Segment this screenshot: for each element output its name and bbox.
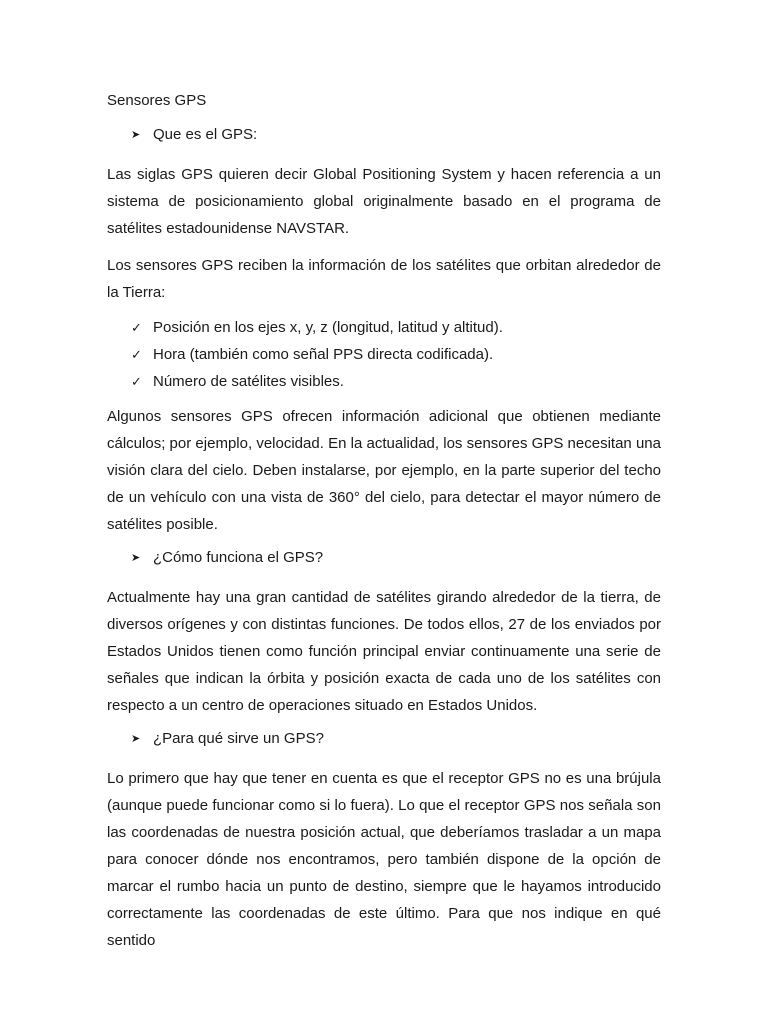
section-heading-label: ¿Para qué sirve un GPS? <box>153 730 324 747</box>
section-heading-como-funciona <box>107 548 661 568</box>
arrow-bullet-icon: ➤ <box>131 129 141 141</box>
list-item <box>131 341 661 368</box>
list-item-label: Hora (también como señal PPS directa codificada). <box>153 346 494 363</box>
checkmark-icon: ✓ <box>131 347 142 362</box>
list-item-label: Número de satélites visibles. <box>153 373 344 390</box>
arrow-bullet-icon: ➤ <box>131 552 141 564</box>
paragraph-what-for: Lo primero que hay que tener en cuenta es que el receptor GPS no es una brújula (aunque puede funcionar como si lo fuera). Lo que el receptor GPS nos señala son las coordenadas de nuestra posición actual, que deberíamos trasladar a un mapa para conocer dónde nos encontramos, pero también dispone de la opción de marcar el rumbo hacia un punto de destino, siempre que le hayamos introducido correctamente las coordenadas de este último. Para que nos indique en qué sentido <box>107 770 661 949</box>
section-heading-label: Que es el GPS: <box>153 126 258 143</box>
section-heading-que-es <box>107 125 661 145</box>
paragraph-sensors-intro: Los sensores GPS reciben la información de los satélites que orbitan alrededor de la Tierra: <box>107 257 661 301</box>
section-heading-label: ¿Cómo funciona el GPS? <box>153 549 324 566</box>
document-title: Sensores GPS <box>107 92 207 109</box>
checkmark-icon: ✓ <box>131 320 142 335</box>
paragraph-definition: Las siglas GPS quieren decir Global Positioning System y hacen referencia a un sistema de posicionamiento global originalmente basado en el programa de satélites estadounidense NAVSTAR. <box>107 166 661 237</box>
paragraph-additional-info: Algunos sensores GPS ofrecen información adicional que obtienen mediante cálculos; por ejemplo, velocidad. En la actualidad, los sensores GPS necesitan una visión clara del cielo. Deben instalarse, por ejemplo, en la parte superior del techo de un vehículo con una vista de 360° del cielo, para detectar el mayor número de satélites posible. <box>107 408 661 533</box>
list-item-label: Posición en los ejes x, y, z (longitud, latitud y altitud). <box>153 319 503 336</box>
list-item <box>131 368 661 395</box>
arrow-bullet-icon: ➤ <box>131 733 141 745</box>
section-heading-para-que-sirve <box>107 729 661 749</box>
sensor-info-checklist <box>107 314 661 395</box>
list-item <box>131 314 661 341</box>
paragraph-how-it-works: Actualmente hay una gran cantidad de satélites girando alrededor de la tierra, de diversos orígenes y con distintas funciones. De todos ellos, 27 de los enviados por Estados Unidos tienen como función principal enviar continuamente una serie de señales que indican la órbita y posición exacta de cada uno de los satélites con respecto a un centro de operaciones situado en Estados Unidos. <box>107 589 661 714</box>
checkmark-icon: ✓ <box>131 374 142 389</box>
